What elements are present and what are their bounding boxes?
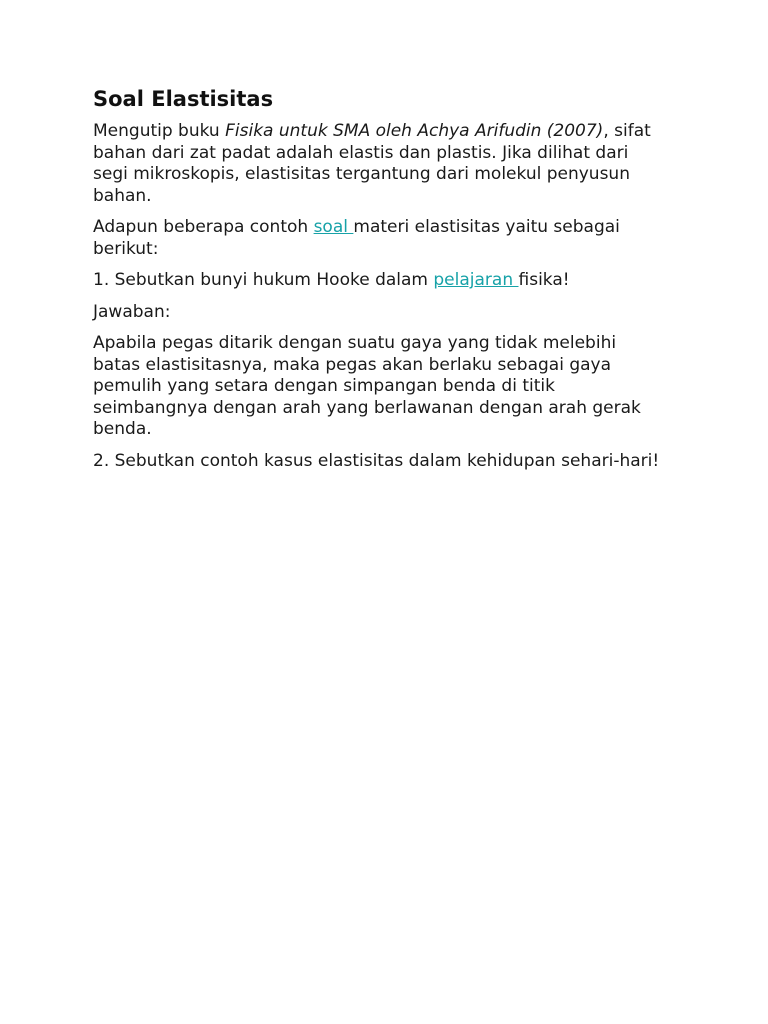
question-1 bbox=[93, 270, 668, 292]
examples-text-after: materi elastisitas yaitu sebagai berikut: bbox=[93, 217, 620, 259]
article-title: Soal Elastisitas bbox=[93, 87, 274, 111]
intro-text-after: , sifat bahan dari zat padat adalah elastis dan plastis. Jika dilihat dari segi mikroskopis, elastisitas tergantung dari molekul penyusun bahan. bbox=[93, 121, 651, 206]
intro-text-before: Mengutip buku bbox=[93, 121, 226, 141]
examples-text-before: Adapun beberapa contoh bbox=[93, 217, 314, 237]
answer-label: Jawaban: bbox=[93, 301, 171, 322]
book-reference: Fisika untuk SMA oleh Achya Arifudin (2007) bbox=[225, 121, 604, 141]
examples-paragraph bbox=[93, 217, 668, 260]
answer-text: Apabila pegas ditarik dengan suatu gaya yang tidak melebihi batas elastisitasnya, maka pegas akan berlaku sebagai gaya pemulih yang setara dengan simpangan benda di titik seimbangnya dengan arah yang berlawanan dengan arah gerak benda. bbox=[93, 333, 641, 439]
question-1-before: 1. Sebutkan bunyi hukum Hooke dalam bbox=[93, 270, 434, 290]
article bbox=[93, 85, 668, 482]
pelajaran-link[interactable]: pelajaran bbox=[433, 270, 519, 290]
intro-paragraph bbox=[93, 121, 668, 207]
question-2: 2. Sebutkan contoh kasus elastisitas dalam kehidupan sehari-hari! bbox=[93, 450, 660, 471]
soal-link[interactable]: soal bbox=[313, 217, 354, 237]
question-1-after: fisika! bbox=[518, 270, 570, 290]
